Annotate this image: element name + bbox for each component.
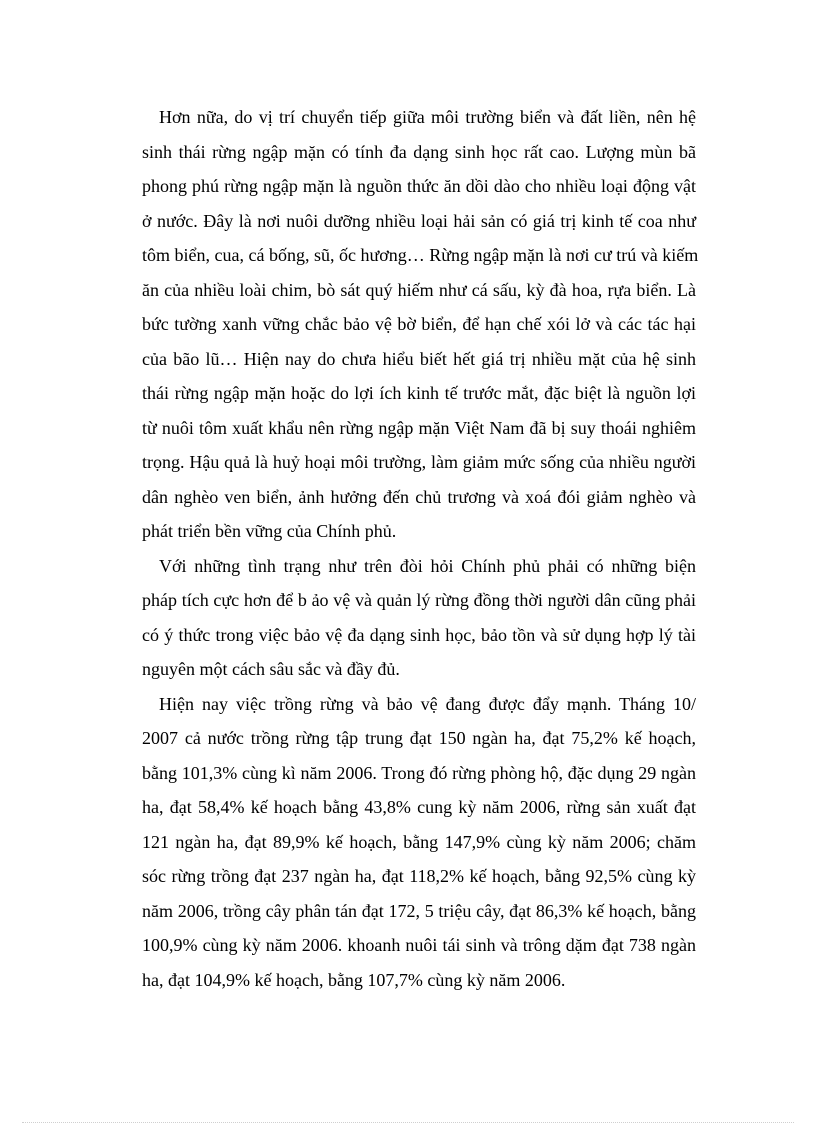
text-line: Với những tình trạng như trên đòi hỏi Chính phủ phải có những biện xyxy=(159,555,696,576)
text-line: ha, đạt 58,4% kế hoạch bằng 43,8% cung kỳ năm 2006, rừng sản xuất đạt xyxy=(142,797,696,817)
text-line: phong phú rừng ngập mặn là nguồn thức ăn dồi dào cho nhiều loại động vật xyxy=(142,176,696,196)
text-line: có ý thức trong việc bảo vệ đa dạng sinh học, bảo tồn và sử dụng hợp lý tài xyxy=(142,624,696,645)
text-line: ở nước. Đây là nơi nuôi dưỡng nhiều loại hải sản có giá trị kinh tế coa như xyxy=(142,210,696,231)
text-line: Hiện nay việc trồng rừng và bảo vệ đang được đẩy mạnh. Tháng 10/ xyxy=(159,693,696,714)
paragraph-reforestation-statistics xyxy=(142,687,696,998)
text-line: sinh thái rừng ngập mặn có tính đa dạng sinh học rất cao. Lượng mùn bã xyxy=(142,141,696,162)
text-line: ăn của nhiều loài chim, bò sát quý hiếm như cá sấu, kỳ đà hoa, rựa biển. Là xyxy=(142,279,696,300)
text-line: bức tường xanh vững chắc bảo vệ bờ biển, để hạn chế xói lở và các tác hại xyxy=(142,314,696,334)
paragraph-government-measures xyxy=(142,549,696,687)
document-body xyxy=(142,100,699,997)
text-line: thái rừng ngập mặn hoặc do lợi ích kinh tế trước mắt, đặc biệt là nguồn lợi xyxy=(142,383,696,403)
text-line: dân nghèo ven biển, ảnh hưởng đến chủ trương và xoá đói giảm nghèo và xyxy=(142,486,696,507)
text-line: 100,9% cùng kỳ năm 2006. khoanh nuôi tái sinh và trông dặm đạt 738 ngàn xyxy=(142,935,696,955)
text-line: tôm biển, cua, cá bống, sũ, ốc hương… Rừng ngập mặn là nơi cư trú và kiếm xyxy=(142,245,699,265)
text-line: pháp tích cực hơn để b ảo vệ và quản lý rừng đồng thời người dân cũng phải xyxy=(142,590,696,610)
text-line: 121 ngàn ha, đạt 89,9% kế hoạch, bằng 147,9% cùng kỳ năm 2006; chăm xyxy=(142,831,696,852)
text-line: bằng 101,3% cùng kì năm 2006. Trong đó rừng phòng hộ, đặc dụng 29 ngàn xyxy=(142,762,696,783)
text-line: năm 2006, trồng cây phân tán đạt 172, 5 triệu cây, đạt 86,3% kế hoạch, bằng xyxy=(142,900,696,921)
text-line: 2007 cả nước trồng rừng tập trung đạt 150 ngàn ha, đạt 75,2% kế hoạch, xyxy=(142,728,696,748)
text-line: Hơn nữa, do vị trí chuyển tiếp giữa môi trường biển và đất liền, nên hệ xyxy=(159,107,696,127)
paragraph-mangrove-ecosystem xyxy=(142,100,699,549)
text-line: phát triển bền vững của Chính phủ. xyxy=(142,521,397,541)
text-line: từ nuôi tôm xuất khẩu nên rừng ngập mặn Việt Nam đã bị suy thoái nghiêm xyxy=(142,417,696,438)
text-line: sóc rừng trồng đạt 237 ngàn ha, đạt 118,2% kế hoạch, bằng 92,5% cùng kỳ xyxy=(142,866,696,886)
text-line: nguyên một cách sâu sắc và đầy đủ. xyxy=(142,659,400,679)
text-line: ha, đạt 104,9% kế hoạch, bằng 107,7% cùng kỳ năm 2006. xyxy=(142,969,566,990)
text-line: trọng. Hậu quả là huỷ hoại môi trường, làm giảm mức sống của nhiều người xyxy=(142,452,696,472)
text-line: của bão lũ… Hiện nay do chưa hiểu biết hết giá trị nhiều mặt của hệ sinh xyxy=(142,348,696,369)
